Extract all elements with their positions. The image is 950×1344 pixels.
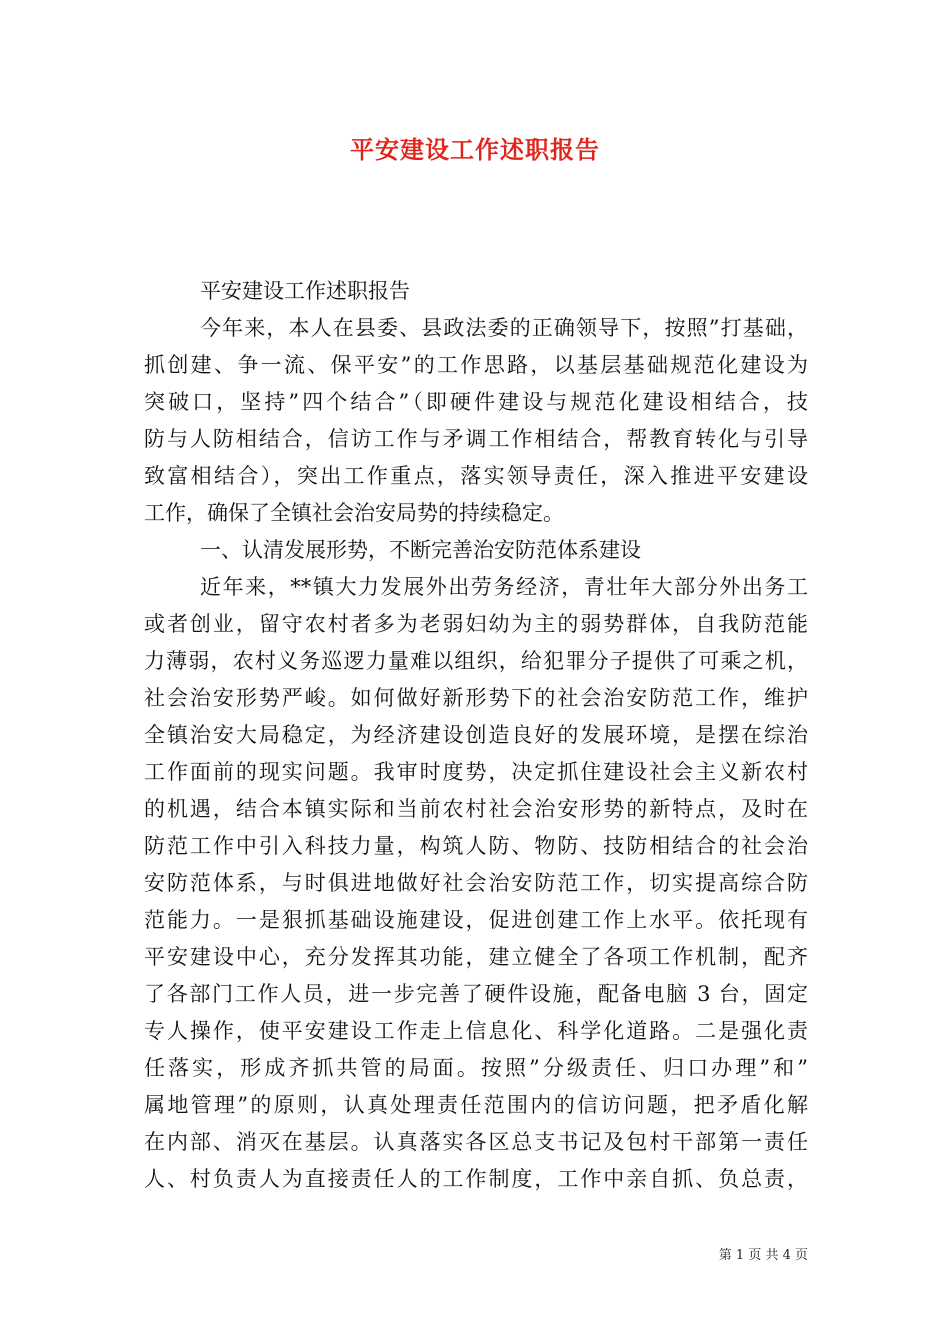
document-body — [144, 273, 808, 1198]
text-line: 今年来，本人在县委、县政法委的正确领导下，按照”打基础， — [200, 316, 808, 340]
document-title: 平安建设工作述职报告 — [350, 135, 600, 164]
text-line: 或者创业，留守农村者多为老弱妇幼为主的弱势群体，自我防范能 — [144, 612, 808, 636]
text-line: 一、认清发展形势，不断完善治安防范体系建设 — [200, 538, 641, 562]
text-line: 力薄弱，农村义务巡逻力量难以组织，给犯罪分子提供了可乘之机， — [144, 649, 808, 673]
text-line: 防范工作中引入科技力量，构筑人防、物防、技防相结合的社会治 — [144, 834, 808, 858]
text-line: 的机遇，结合本镇实际和当前农村社会治安形势的新特点，及时在 — [144, 797, 808, 821]
text-line: 属地管理”的原则，认真处理责任范围内的信访问题，把矛盾化解 — [144, 1093, 808, 1117]
text-line: 致富相结合），突出工作重点，落实领导责任，深入推进平安建设 — [144, 464, 808, 488]
text-line: 平安建设中心，充分发挥其功能，建立健全了各项工作机制，配齐 — [144, 945, 808, 969]
text-line: 工作面前的现实问题。我审时度势，决定抓住建设社会主义新农村 — [144, 760, 808, 784]
text-line: 突破口，坚持”四个结合”（即硬件建设与规范化建设相结合，技 — [144, 390, 808, 414]
text-line: 专人操作，使平安建设工作走上信息化、科学化道路。二是强化责 — [144, 1019, 808, 1043]
text-line: 平安建设工作述职报告 — [200, 279, 410, 303]
text-line: 人、村负责人为直接责任人的工作制度，工作中亲自抓、负总责， — [144, 1167, 808, 1191]
text-line: 社会治安形势严峻。如何做好新形势下的社会治安防范工作，维护 — [144, 686, 808, 710]
text-line: 近年来，**镇大力发展外出劳务经济，青壮年大部分外出务工 — [200, 575, 808, 599]
text-line: 在内部、消灭在基层。认真落实各区总支书记及包村干部第一责任 — [144, 1130, 808, 1154]
text-line: 防与人防相结合，信访工作与矛调工作相结合，帮教育转化与引导 — [144, 427, 808, 451]
text-line: 任落实，形成齐抓共管的局面。按照”分级责任、归口办理”和” — [144, 1056, 808, 1080]
text-line: 工作，确保了全镇社会治安局势的持续稳定。 — [144, 501, 564, 525]
text-line: 全镇治安大局稳定，为经济建设创造良好的发展环境，是摆在综治 — [144, 723, 808, 747]
text-line: 范能力。一是狠抓基础设施建设，促进创建工作上水平。依托现有 — [144, 908, 808, 932]
text-line: 安防范体系，与时俱进地做好社会治安防范工作，切实提高综合防 — [144, 871, 808, 895]
text-line: 抓创建、争一流、保平安”的工作思路，以基层基础规范化建设为 — [144, 353, 808, 377]
text-line: 了各部门工作人员，进一步完善了硬件设施，配备电脑 3 台，固定 — [144, 982, 808, 1006]
page-number: 第 1 页 共 4 页 — [718, 1248, 808, 1263]
